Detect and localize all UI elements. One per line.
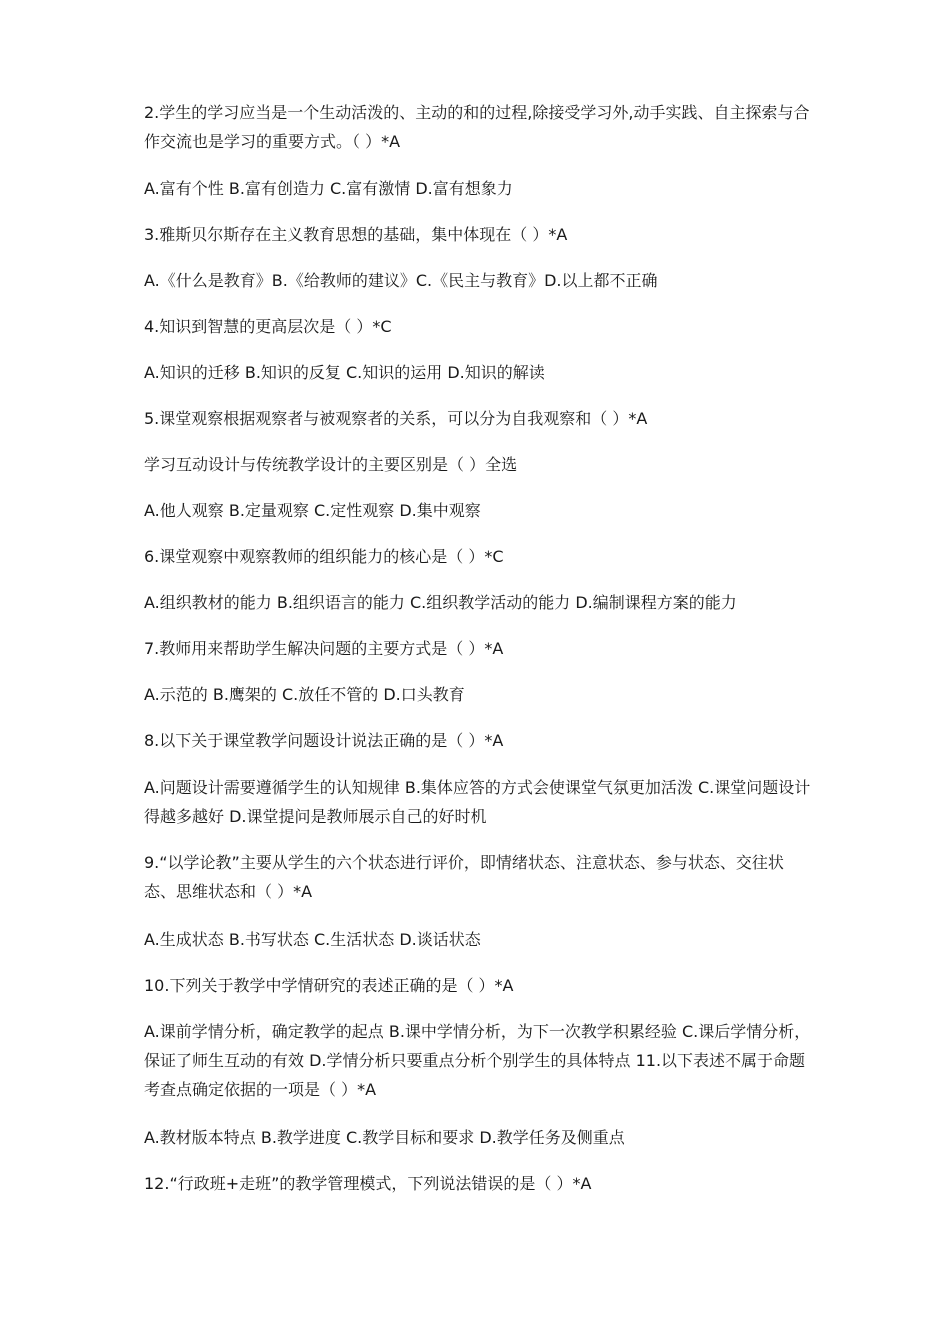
question-10-stem: 10.下列关于教学中学情研究的表述正确的是（ ）*A <box>144 976 514 995</box>
question-5-options: A.他人观察 B.定量观察 C.定性观察 D.集中观察 <box>144 501 481 520</box>
question-9-stem: 9.“以学论教”主要从学生的六个状态进行评价，即情绪状态、注意状态、参与状态、交往状态、思维状态和（ ）*A <box>144 853 784 901</box>
question-9-options: A.生成状态 B.书写状态 C.生活状态 D.谈话状态 <box>144 930 481 949</box>
question-10-options-and-question-11: A.课前学情分析，确定教学的起点 B.课中学情分析，为下一次教学积累经验 C.课后学情分析，保证了师生互动的有效 D.学情分析只要重点分析个别学生的具体特点 11.以下表述不属于命题考查点确定依据的一项是（ ）*A <box>144 1022 811 1099</box>
question-3-stem: 3.雅斯贝尔斯存在主义教育思想的基础，集中体现在（ ）*A <box>144 225 568 244</box>
question-7-stem: 7.教师用来帮助学生解决问题的主要方式是（ ）*A <box>144 639 504 658</box>
question-3-options: A.《什么是教育》B.《给教师的建议》C.《民主与教育》D.以上都不正确 <box>144 271 658 290</box>
question-7-options: A.示范的 B.鹰架的 C.放任不管的 D.口头教育 <box>144 685 465 704</box>
question-4-options: A.知识的迁移 B.知识的反复 C.知识的运用 D.知识的解读 <box>144 363 545 382</box>
question-8-stem: 8.以下关于课堂教学问题设计说法正确的是（ ）*A <box>144 731 504 750</box>
question-11-options: A.教材版本特点 B.教学进度 C.教学目标和要求 D.教学任务及侧重点 <box>144 1128 625 1147</box>
question-4-stem: 4.知识到智慧的更高层次是（ ）*C <box>144 317 392 336</box>
question-8-options: A.问题设计需要遵循学生的认知规律 B.集体应答的方式会使课堂气氛更加活泼 C.课堂问题设计得越多越好 D.课堂提问是教师展示自己的好时机 <box>144 778 811 826</box>
question-2-stem: 2.学生的学习应当是一个生动活泼的、主动的和的过程,除接受学习外,动手实践、自主探索与合作交流也是学习的重要方式。（ ）*A <box>144 103 810 151</box>
question-12-stem: 12.“行政班+走班”的教学管理模式，下列说法错误的是（ ）*A <box>144 1174 592 1193</box>
question-6-stem: 6.课堂观察中观察教师的组织能力的核心是（ ）*C <box>144 547 504 566</box>
extra-question-line: 学习互动设计与传统教学设计的主要区别是（ ）全选 <box>144 455 518 474</box>
question-6-options: A.组织教材的能力 B.组织语言的能力 C.组织教学活动的能力 D.编制课程方案的能力 <box>144 593 737 612</box>
question-2-options: A.富有个性 B.富有创造力 C.富有激情 D.富有想象力 <box>144 179 513 198</box>
question-5-stem: 5.课堂观察根据观察者与被观察者的关系，可以分为自我观察和（ ）*A <box>144 409 648 428</box>
